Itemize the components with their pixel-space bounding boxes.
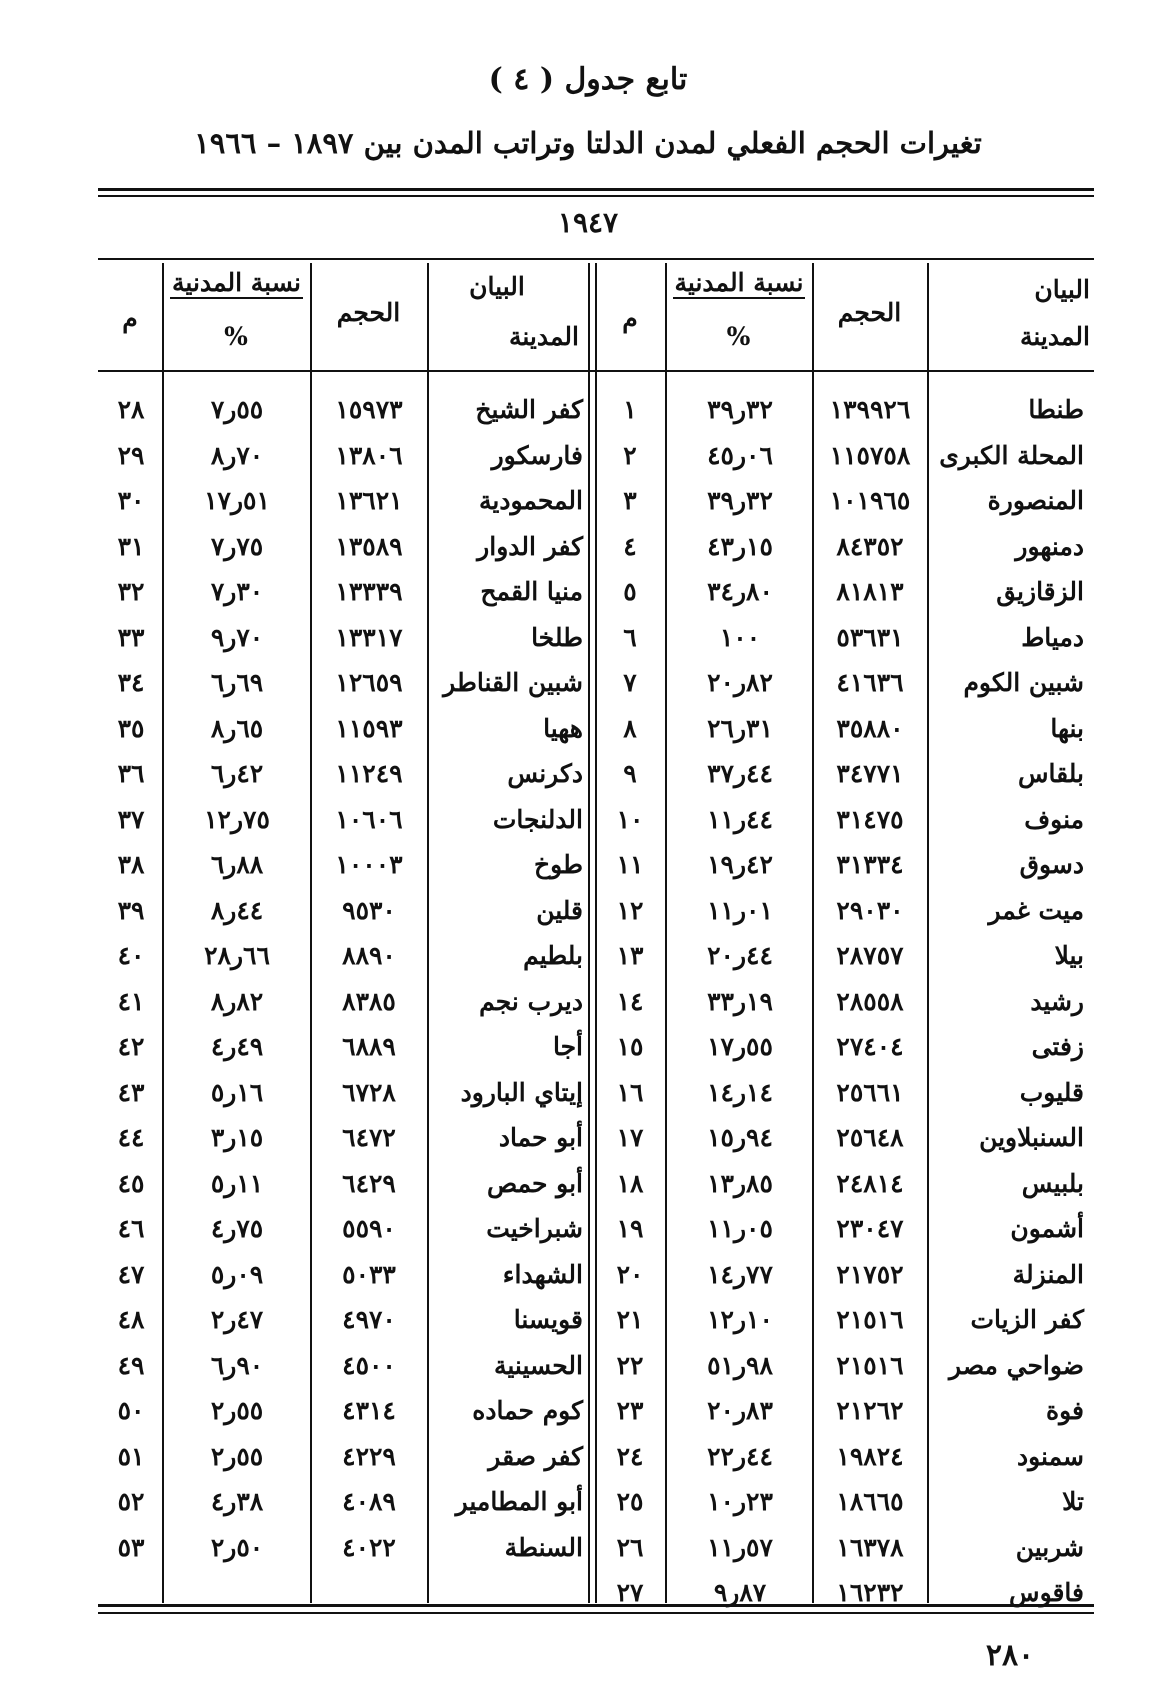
row-size: ٢٤٨١٤ <box>836 1168 904 1198</box>
row-size: ٣٥٨٨٠ <box>836 713 904 743</box>
header-statement: البيان <box>469 272 525 301</box>
row-urban-ratio: ٨٥ر١٣ <box>707 1168 773 1198</box>
row-rank: ٣٨ <box>117 850 145 879</box>
row-rank: ٤٠ <box>117 941 145 970</box>
row-city: تلا <box>1062 1487 1084 1516</box>
row-urban-ratio: ٣١ر٢٦ <box>707 713 773 743</box>
row-urban-ratio: ٥٥ر٢ <box>210 1441 264 1471</box>
row-urban-ratio: ٧٠ر٩ <box>210 622 264 652</box>
row-urban-ratio: ٥٧ر١١ <box>707 1532 773 1562</box>
row-urban-ratio: ٤٤ر٢٢ <box>707 1441 773 1471</box>
row-size: ١٣٣١٧ <box>335 622 403 652</box>
row-rank: ٤٧ <box>117 1259 145 1289</box>
col-divider <box>427 263 429 1603</box>
row-size: ٢٥٦٤٨ <box>836 1123 904 1152</box>
row-city: سمنود <box>1017 1441 1084 1471</box>
row-size: ٣٤٧٧١ <box>836 759 904 788</box>
page-number: ٢٨٠ <box>985 1638 1035 1673</box>
row-size: ١١٥٩٣ <box>335 713 403 743</box>
row-urban-ratio: ٩٨ر٥١ <box>707 1350 773 1380</box>
row-size: ٨٣٨٥ <box>342 986 396 1016</box>
row-city: فوة <box>1046 1396 1084 1425</box>
row-rank: ٢٦ <box>616 1532 644 1562</box>
row-city: المنزلة <box>1012 1259 1084 1289</box>
row-city: طلخا <box>531 622 583 652</box>
row-city: دسوق <box>1019 850 1084 879</box>
row-rank: ٣٧ <box>117 804 145 834</box>
row-city: شبين القناطر <box>443 668 583 697</box>
row-urban-ratio: ٤٩ر٤ <box>210 1032 264 1061</box>
header-city: المدينة <box>1019 322 1090 351</box>
col-divider <box>162 263 164 1603</box>
year-label: ١٩٤٧ <box>557 206 619 239</box>
row-rank: ٣٣ <box>117 622 145 652</box>
row-city: كفر صقر <box>488 1441 583 1471</box>
row-size: ٢١٧٥٢ <box>836 1259 904 1289</box>
row-urban-ratio: ٤٤ر١١ <box>707 804 773 834</box>
row-urban-ratio: ٧٥ر١٢ <box>204 804 270 834</box>
row-rank: ٣ <box>623 486 637 515</box>
row-city: بلقاس <box>1017 759 1084 788</box>
row-rank: ١٣ <box>616 941 644 970</box>
row-rank: ١٤ <box>616 986 644 1016</box>
row-urban-ratio: ٥٥ر٧ <box>210 395 264 424</box>
row-city: فاقوس <box>1009 1578 1084 1607</box>
row-city: ميت غمر <box>988 895 1084 925</box>
row-city: بلطيم <box>523 941 583 970</box>
row-urban-ratio: ٣٨ر٤ <box>210 1487 264 1516</box>
row-urban-ratio: ٨٨ر٦ <box>210 850 264 879</box>
row-rank: ٣٥ <box>117 713 145 743</box>
row-rank: ١٧ <box>616 1123 644 1152</box>
row-size: ٤٢٢٩ <box>342 1441 396 1471</box>
row-urban-ratio: ٥١ر١٧ <box>204 486 270 515</box>
row-rank: ٢٣ <box>616 1396 644 1425</box>
row-rank: ٤٣ <box>117 1077 145 1107</box>
row-city: أجا <box>552 1032 583 1061</box>
row-size: ١١٢٤٩ <box>335 759 403 788</box>
row-city: فارسكور <box>491 440 583 470</box>
row-urban-ratio: ٦٦ر٢٨ <box>204 941 270 970</box>
col-divider <box>927 263 929 1603</box>
header-urban-ratio: نسبة المدنية <box>674 268 804 297</box>
row-rank: ٣٩ <box>117 895 145 925</box>
row-city: كوم حماده <box>472 1396 583 1425</box>
row-city: كفر الزيات <box>970 1305 1084 1334</box>
header-city: المدينة <box>508 322 579 351</box>
row-size: ١٣٣٣٩ <box>335 577 403 606</box>
row-urban-ratio: ١٥ر٤٣ <box>707 531 773 561</box>
row-urban-ratio: ٥٠ر٢ <box>210 1532 264 1562</box>
top-rule <box>98 188 1094 191</box>
row-rank: ٤٤ <box>117 1123 145 1152</box>
row-size: ١٣٨٠٦ <box>335 440 403 470</box>
row-rank: ٥٠ <box>117 1396 145 1425</box>
row-city: المنصورة <box>987 486 1084 515</box>
row-size: ٢١٢٦٢ <box>836 1396 904 1425</box>
row-city: بلبيس <box>1021 1168 1084 1198</box>
header-urban-ratio: نسبة المدنية <box>170 268 303 299</box>
row-size: ٦٤٧٢ <box>342 1123 396 1152</box>
row-city: قليوب <box>1019 1077 1084 1107</box>
row-city: قويسنا <box>513 1305 583 1334</box>
row-rank: ٦ <box>623 622 637 652</box>
row-city: دكرنس <box>507 759 583 788</box>
row-size: ١٣٥٨٩ <box>335 531 403 561</box>
row-rank: ٣٤ <box>117 668 145 697</box>
col-divider <box>812 263 814 1603</box>
row-urban-ratio: ٤٢ر١٩ <box>707 850 773 879</box>
row-rank: ١ <box>623 395 637 424</box>
row-urban-ratio: ٧٧ر١٤ <box>707 1259 773 1289</box>
row-size: ٤٣١٤ <box>342 1396 396 1425</box>
row-city: دمنهور <box>1015 531 1084 561</box>
row-size: ٢٩٠٣٠ <box>836 895 904 925</box>
row-size: ١٦٢٣٢ <box>836 1578 904 1607</box>
row-city: بنها <box>1050 713 1084 743</box>
row-size: ٣١٤٧٥ <box>836 804 904 834</box>
row-rank: ١٩ <box>616 1214 644 1243</box>
row-rank: ٥٣ <box>117 1532 145 1562</box>
table-subtitle: تغيرات الحجم الفعلي لمدن الدلتا وتراتب المدن بين ١٨٩٧ – ١٩٦٦ <box>194 126 982 160</box>
header-percent: % <box>726 322 751 351</box>
header-rank: م <box>122 304 138 333</box>
row-rank: ٤٥ <box>117 1168 145 1198</box>
row-city: أبو المطامير <box>455 1487 583 1516</box>
row-rank: ٥٢ <box>117 1487 145 1516</box>
row-size: ٣١٣٣٤ <box>836 850 904 879</box>
row-size: ٢٣٠٤٧ <box>836 1214 904 1243</box>
row-size: ١٦٣٧٨ <box>836 1532 904 1562</box>
row-urban-ratio: ٦٥ر٨ <box>210 713 264 743</box>
row-city: دمياط <box>1021 622 1084 652</box>
row-rank: ١٢ <box>616 895 644 925</box>
row-urban-ratio: ٥٥ر١٧ <box>707 1032 773 1061</box>
row-size: ٢١٥١٦ <box>836 1305 904 1334</box>
row-urban-ratio: ١٠٠ <box>719 622 761 652</box>
row-city: كفر الشيخ <box>475 395 583 424</box>
row-rank: ٤٢ <box>117 1032 145 1061</box>
row-rank: ٣٢ <box>117 577 145 606</box>
header-statement: البيان <box>1034 275 1090 304</box>
row-city: ديرب نجم <box>479 986 583 1016</box>
row-size: ٦٤٢٩ <box>342 1168 396 1198</box>
row-size: ٦٧٢٨ <box>342 1077 396 1107</box>
row-urban-ratio: ٠٥ر١١ <box>707 1214 773 1243</box>
row-size: ٨٨٩٠ <box>342 941 396 970</box>
row-city: أبو حماد <box>498 1123 583 1152</box>
row-urban-ratio: ٠١ر١١ <box>707 895 773 925</box>
row-rank: ٢٨ <box>117 395 145 424</box>
row-city: طنطا <box>1028 395 1084 424</box>
row-urban-ratio: ٧٥ر٤ <box>210 1214 264 1243</box>
row-urban-ratio: ٨٢ر٨ <box>210 986 264 1016</box>
row-urban-ratio: ٨٢ر٢٠ <box>707 668 773 697</box>
row-size: ٢٥٦٦١ <box>836 1077 904 1107</box>
row-rank: ٥ <box>623 577 637 606</box>
row-size: ٢١٥١٦ <box>836 1350 904 1380</box>
row-rank: ٩ <box>623 759 637 788</box>
row-urban-ratio: ٣٠ر٧ <box>210 577 264 606</box>
header-top-rule <box>98 258 1094 260</box>
row-size: ٥٣٦٣١ <box>836 622 904 652</box>
row-city: شربين <box>1015 1532 1084 1562</box>
col-divider <box>310 263 312 1603</box>
row-city: قلين <box>536 895 583 925</box>
row-city: السنطة <box>504 1532 583 1562</box>
row-urban-ratio: ٠٩ر٥ <box>210 1259 264 1289</box>
row-urban-ratio: ١٦ر٥ <box>210 1077 264 1107</box>
row-city: إيتاي البارود <box>460 1077 583 1107</box>
row-city: المحلة الكبرى <box>939 440 1084 470</box>
row-urban-ratio: ١٥ر٣ <box>210 1123 264 1152</box>
row-rank: ٢٠ <box>616 1259 644 1289</box>
row-rank: ٢٥ <box>616 1487 644 1516</box>
row-city: بيلا <box>1054 941 1084 970</box>
row-rank: ٤٦ <box>117 1214 145 1243</box>
row-urban-ratio: ٤٢ر٦ <box>210 759 264 788</box>
row-size: ٦٨٨٩ <box>342 1032 396 1061</box>
row-rank: ٢٤ <box>616 1441 644 1471</box>
row-rank: ٢١ <box>616 1305 644 1334</box>
row-urban-ratio: ٧٥ر٧ <box>210 531 264 561</box>
row-rank: ١٦ <box>616 1077 644 1107</box>
row-size: ٤١٦٣٦ <box>836 668 904 697</box>
row-urban-ratio: ٦٩ر٦ <box>210 668 264 697</box>
row-rank: ١٠ <box>616 804 644 834</box>
row-city: أشمون <box>1010 1214 1084 1243</box>
row-city: الشهداء <box>502 1259 583 1289</box>
row-city: كفر الدوار <box>477 531 583 561</box>
row-city: طوخ <box>534 850 583 879</box>
row-city: أبو حمص <box>486 1168 583 1198</box>
table-title: تابع جدول ( ٤ ) <box>488 62 688 97</box>
row-city: السنبلاوين <box>979 1123 1084 1152</box>
row-size: ١٢٦٥٩ <box>335 668 403 697</box>
row-size: ١٣٦٢١ <box>335 486 403 515</box>
row-urban-ratio: ٣٢ر٣٩ <box>707 486 773 515</box>
top-rule-inner <box>98 195 1094 197</box>
row-city: شبراخيت <box>486 1214 583 1243</box>
row-rank: ٢٧ <box>616 1578 644 1607</box>
row-size: ١٨٦٦٥ <box>836 1487 904 1516</box>
row-urban-ratio: ٢٣ر١٠ <box>707 1487 773 1516</box>
row-city: ضواحي مصر <box>949 1350 1084 1380</box>
row-size: ٢٧٤٠٤ <box>836 1032 904 1061</box>
header-size: الحجم <box>837 298 902 327</box>
row-urban-ratio: ٤٤ر٣٧ <box>707 759 773 788</box>
row-rank: ٣١ <box>117 531 145 561</box>
row-size: ٤٩٧٠ <box>342 1305 396 1334</box>
row-size: ٤٠٨٩ <box>342 1487 396 1516</box>
row-rank: ٤١ <box>117 986 145 1016</box>
row-urban-ratio: ٤٤ر٢٠ <box>707 941 773 970</box>
col-divider <box>665 263 667 1603</box>
row-city: الزقازيق <box>996 577 1084 606</box>
row-city: الحسينية <box>493 1350 583 1380</box>
row-size: ٤٥٠٠ <box>342 1350 396 1380</box>
row-rank: ٣٦ <box>117 759 145 788</box>
row-size: ١٠١٩٦٥ <box>829 486 911 515</box>
row-city: شبين الكوم <box>963 668 1084 697</box>
row-urban-ratio: ٥٥ر٢ <box>210 1396 264 1425</box>
row-size: ٢٨٥٥٨ <box>836 986 904 1016</box>
row-rank: ٥١ <box>117 1441 145 1471</box>
row-rank: ٢٢ <box>616 1350 644 1380</box>
row-urban-ratio: ٠٦ر٤٥ <box>707 440 773 470</box>
row-urban-ratio: ١١ر٥ <box>210 1168 264 1198</box>
row-urban-ratio: ٩٤ر١٥ <box>707 1123 773 1152</box>
row-rank: ٢ <box>623 440 637 470</box>
row-urban-ratio: ١٠ر١٢ <box>707 1305 773 1334</box>
row-urban-ratio: ٣٢ر٣٩ <box>707 395 773 424</box>
row-urban-ratio: ٤٧ر٢ <box>210 1305 264 1334</box>
row-size: ١٠٠٠٣ <box>335 850 403 879</box>
row-size: ٥٥٩٠ <box>342 1214 396 1243</box>
header-percent: % <box>224 322 248 351</box>
row-size: ٥٠٣٣ <box>342 1259 396 1289</box>
row-city: زفتى <box>1031 1032 1084 1061</box>
row-urban-ratio: ٩٠ر٦ <box>210 1350 264 1380</box>
row-size: ١١٥٧٥٨ <box>829 440 911 470</box>
row-urban-ratio: ٧٠ر٨ <box>210 440 264 470</box>
row-rank: ١٨ <box>616 1168 644 1198</box>
row-urban-ratio: ٨٠ر٣٤ <box>707 577 773 606</box>
row-size: ٩٥٣٠ <box>342 895 396 925</box>
row-city: المحمودية <box>478 486 583 515</box>
row-rank: ٣٠ <box>117 486 145 515</box>
row-city: رشيد <box>1030 986 1084 1016</box>
row-size: ١٩٨٢٤ <box>836 1441 904 1471</box>
row-rank: ٨ <box>623 713 637 743</box>
row-city: ههيا <box>543 713 583 743</box>
header-size: الحجم <box>336 298 401 327</box>
row-rank: ٧ <box>623 668 637 697</box>
row-size: ١٣٩٩٢٦ <box>829 395 911 424</box>
row-size: ١٠٦٠٦ <box>335 804 403 834</box>
row-rank: ١١ <box>616 850 644 879</box>
row-rank: ١٥ <box>616 1032 644 1061</box>
row-rank: ٤٩ <box>117 1350 145 1380</box>
row-rank: ٤ <box>623 531 637 561</box>
row-city: منوف <box>1024 804 1084 834</box>
row-rank: ٤٨ <box>117 1305 145 1334</box>
row-size: ٨٤٣٥٢ <box>836 531 904 561</box>
row-size: ١٥٩٧٣ <box>335 395 403 424</box>
row-city: الدلنجات <box>492 804 583 834</box>
row-urban-ratio: ٨٧ر٩ <box>713 1578 767 1607</box>
row-rank: ٢٩ <box>117 440 145 470</box>
row-city: منيا القمح <box>480 577 583 606</box>
row-size: ٤٠٢٢ <box>342 1532 396 1562</box>
row-urban-ratio: ١٤ر١٤ <box>707 1077 773 1107</box>
row-size: ٨١٨١٣ <box>836 577 904 606</box>
row-urban-ratio: ٤٤ر٨ <box>210 895 264 925</box>
row-urban-ratio: ١٩ر٣٣ <box>707 986 773 1016</box>
header-rank: م <box>622 304 638 333</box>
row-urban-ratio: ٨٣ر٢٠ <box>707 1396 773 1425</box>
row-size: ٢٨٧٥٧ <box>836 941 904 970</box>
